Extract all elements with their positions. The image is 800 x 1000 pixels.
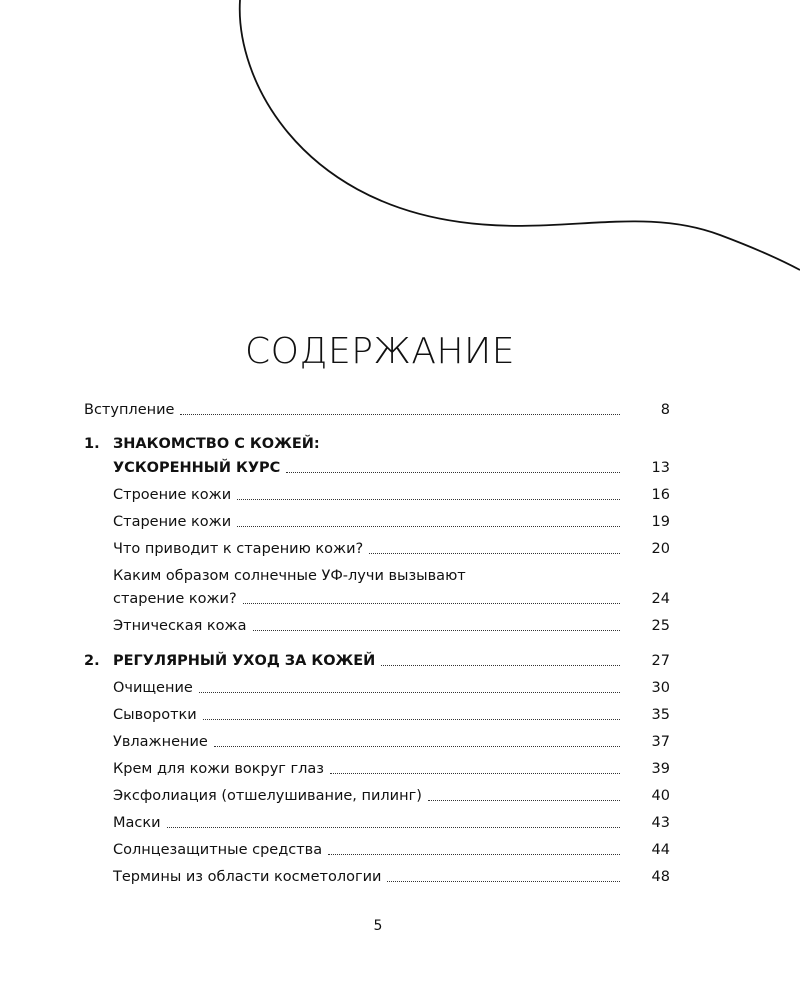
dot-leader [237,525,620,527]
entry-page: 43 [651,815,670,831]
entry-label: Очищение [113,680,193,696]
entry-page: 48 [651,869,670,885]
dot-leader [328,853,620,855]
entry-label: Маски [113,815,161,831]
dot-leader [369,552,620,554]
toc-entry[interactable] [113,512,670,532]
entry-label-line1: Каким образом солнечные УФ-лучи вызывают [113,568,466,584]
dot-leader [180,413,620,415]
dot-leader [253,629,621,631]
toc-entry[interactable] [113,867,670,887]
toc-entry-chapter2[interactable] [113,651,670,671]
dot-leader [387,880,620,882]
entry-page: 30 [651,680,670,696]
toc-entry-intro[interactable] [84,400,670,420]
toc-entry[interactable] [113,589,670,609]
toc-entry[interactable] [113,813,670,833]
entry-label: Солнцезащитные средства [113,842,323,858]
toc-entry[interactable] [113,759,670,779]
dot-leader [330,772,620,774]
entry-page: 37 [651,734,670,750]
toc-entry[interactable] [113,840,670,860]
entry-label: Сыворотки [113,707,197,723]
dot-leader [167,826,620,828]
dot-leader [428,799,620,801]
entry-page: 25 [651,618,670,634]
toc-entry-chapter1[interactable] [113,458,670,478]
entry-page: 44 [651,842,670,858]
entry-page: 16 [651,487,670,503]
toc-entry[interactable] [113,616,670,636]
entry-page: 19 [651,514,670,530]
page-number: 5 [373,918,383,934]
entry-label: Термины из области косметологии [113,869,382,885]
dot-leader [203,718,620,720]
entry-page: 24 [651,591,670,607]
entry-label: РЕГУЛЯРНЫЙ УХОД ЗА КОЖЕЙ [113,653,376,669]
toc-entry[interactable] [113,485,670,505]
entry-label: старение кожи? [113,591,237,607]
chapter-number: 1. [84,436,100,452]
entry-page: 40 [651,788,670,804]
entry-label: Увлажнение [113,734,208,750]
entry-page: 8 [660,402,670,418]
decorative-curve [0,0,800,300]
entry-label: Этническая кожа [113,618,247,634]
toc-entry[interactable] [113,678,670,698]
toc-entry[interactable] [113,705,670,725]
chapter-heading-line1: ЗНАКОМСТВО С КОЖЕЙ: [113,436,320,452]
dot-leader [286,471,620,473]
entry-label: Эксфолиация (отшелушивание, пилинг) [113,788,422,804]
entry-page: 20 [651,541,670,557]
entry-label: Старение кожи [113,514,232,530]
entry-label: Вступление [84,402,175,418]
entry-label: УСКОРЕННЫЙ КУРС [113,460,281,476]
dot-leader [199,691,620,693]
dot-leader [214,745,620,747]
entry-label: Крем для кожи вокруг глаз [113,761,324,777]
entry-page: 35 [651,707,670,723]
entry-label: Что приводит к старению кожи? [113,541,364,557]
entry-page: 39 [651,761,670,777]
dot-leader [243,602,620,604]
page-title: СОДЕРЖАНИЕ [245,331,515,372]
toc-entry[interactable] [113,539,670,559]
dot-leader [237,498,620,500]
chapter-number: 2. [84,653,100,669]
toc-entry[interactable] [113,732,670,752]
entry-page: 13 [651,460,670,476]
entry-page: 27 [651,653,670,669]
dot-leader [381,664,620,666]
entry-label: Строение кожи [113,487,232,503]
toc-entry[interactable] [113,786,670,806]
